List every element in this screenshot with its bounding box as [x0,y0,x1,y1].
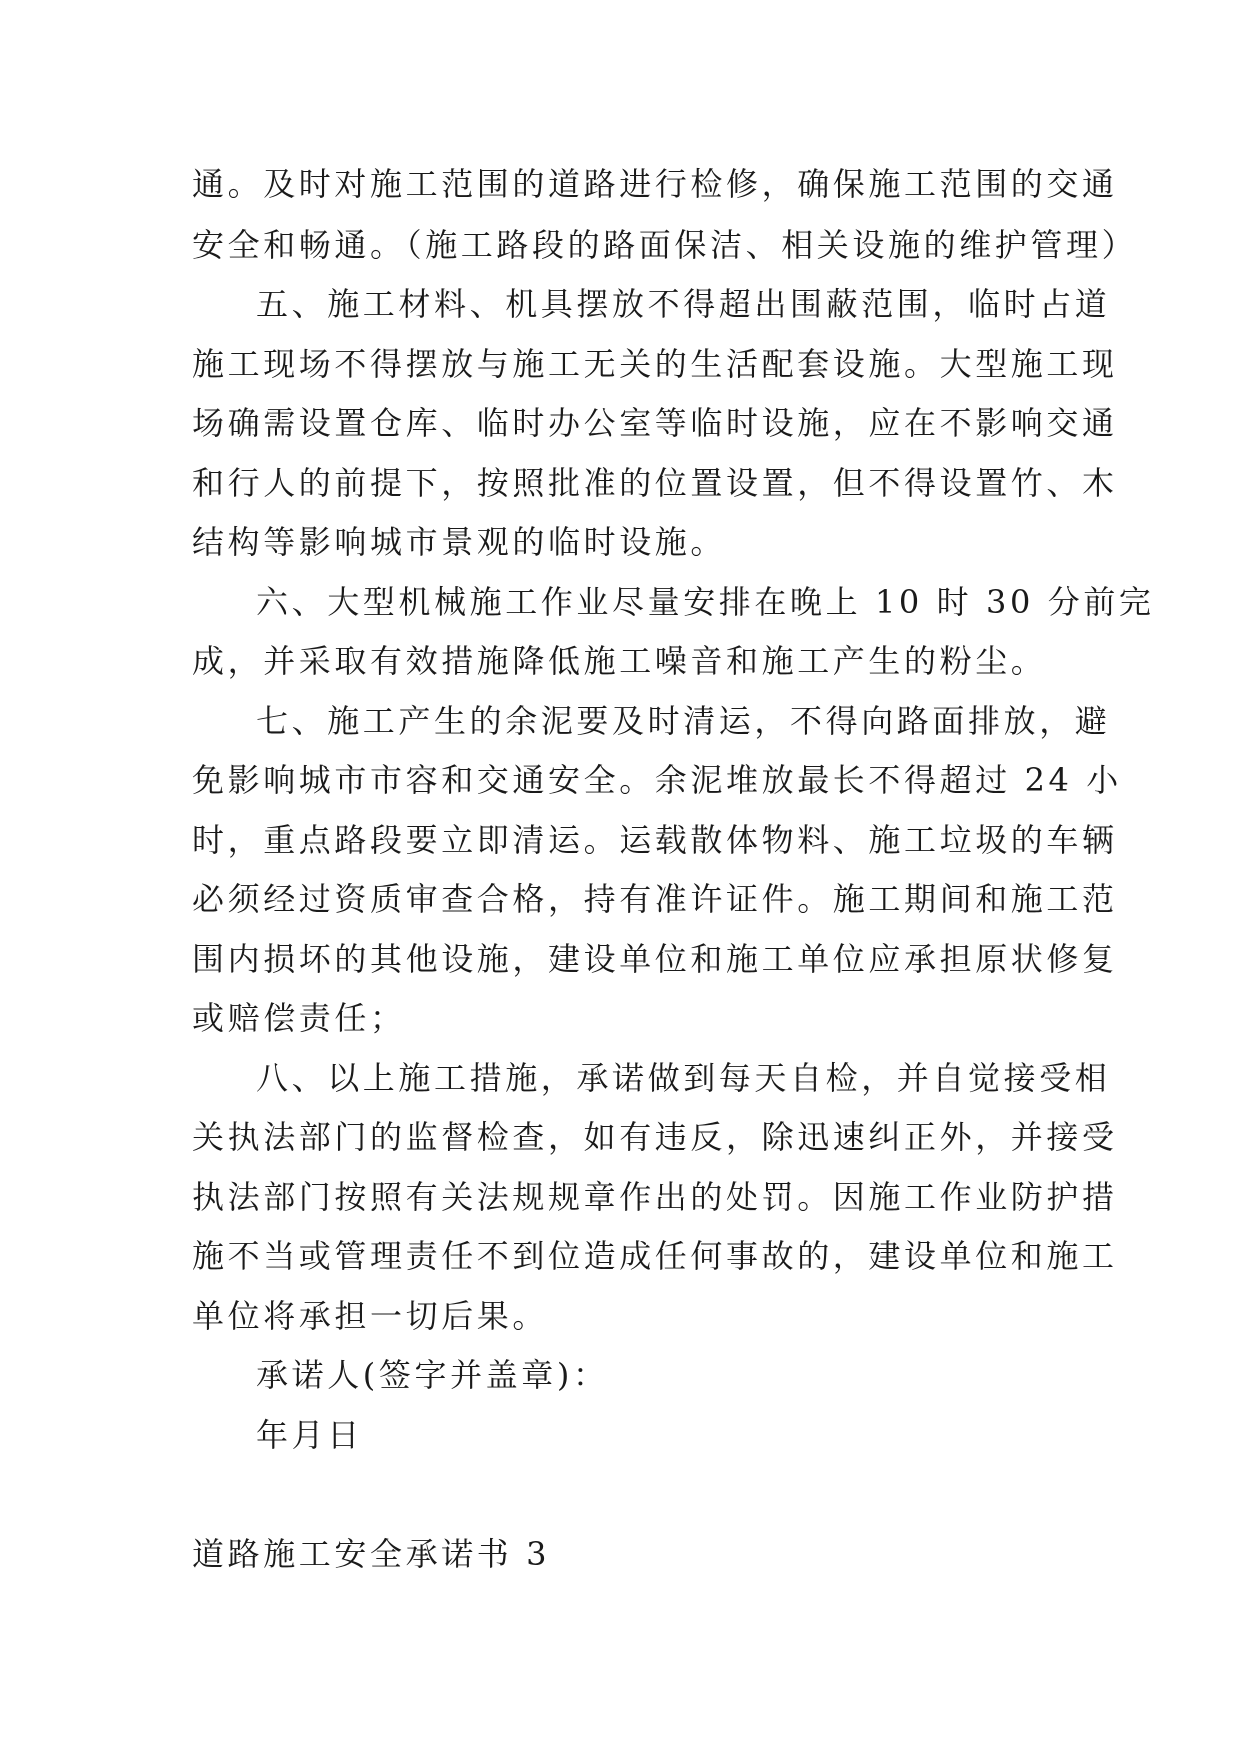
paragraph-line: 和行人的前提下，按照批准的位置设置，但不得设置竹、木 [192,464,1118,502]
paragraph-line: 单位将承担一切后果。 [192,1297,549,1335]
paragraph-line: 安全和畅通。（施工路段的路面保洁、相关设施的维护管理） [192,226,1138,264]
paragraph-line: 场确需设置仓库、临时办公室等临时设施，应在不影响交通 [192,404,1118,442]
paragraph-line: 结构等影响城市景观的临时设施。 [192,523,727,561]
paragraph-line: 时，重点路段要立即清运。运载散体物料、施工垃圾的车辆 [192,821,1118,859]
paragraph-line: 围内损坏的其他设施，建设单位和施工单位应承担原状修复 [192,940,1118,978]
paragraph-line: 七、施工产生的余泥要及时清运，不得向路面排放，避 [256,702,1111,740]
paragraph-line: 执法部门按照有关法规规章作出的处罚。因施工作业防护措 [192,1178,1118,1216]
paragraph-line: 五、施工材料、机具摆放不得超出围蔽范围，临时占道 [256,285,1111,323]
section-title: 道路施工安全承诺书 3 [192,1535,551,1573]
signature-label: 承诺人(签字并盖章)： [256,1356,609,1394]
paragraph-line: 关执法部门的监督检查，如有违反，除迅速纠正外，并接受 [192,1118,1118,1156]
paragraph-line: 六、大型机械施工作业尽量安排在晚上 10 时 30 分前完 [256,583,1155,621]
date-label: 年月日 [256,1416,363,1454]
paragraph-line: 或赔偿责任； [192,999,406,1037]
paragraph-line: 施工现场不得摆放与施工无关的生活配套设施。大型施工现 [192,345,1118,383]
paragraph-line: 施不当或管理责任不到位造成任何事故的，建设单位和施工 [192,1237,1118,1275]
paragraph-line: 必须经过资质审查合格，持有准许证件。施工期间和施工范 [192,880,1118,918]
paragraph-line: 免影响城市市容和交通安全。余泥堆放最长不得超过 24 小 [192,761,1122,799]
paragraph-line: 八、以上施工措施，承诺做到每天自检，并自觉接受相 [256,1059,1111,1097]
paragraph-line: 通。及时对施工范围的道路进行检修，确保施工范围的交通 [192,165,1118,203]
paragraph-line: 成，并采取有效措施降低施工噪音和施工产生的粉尘。 [192,642,1047,680]
